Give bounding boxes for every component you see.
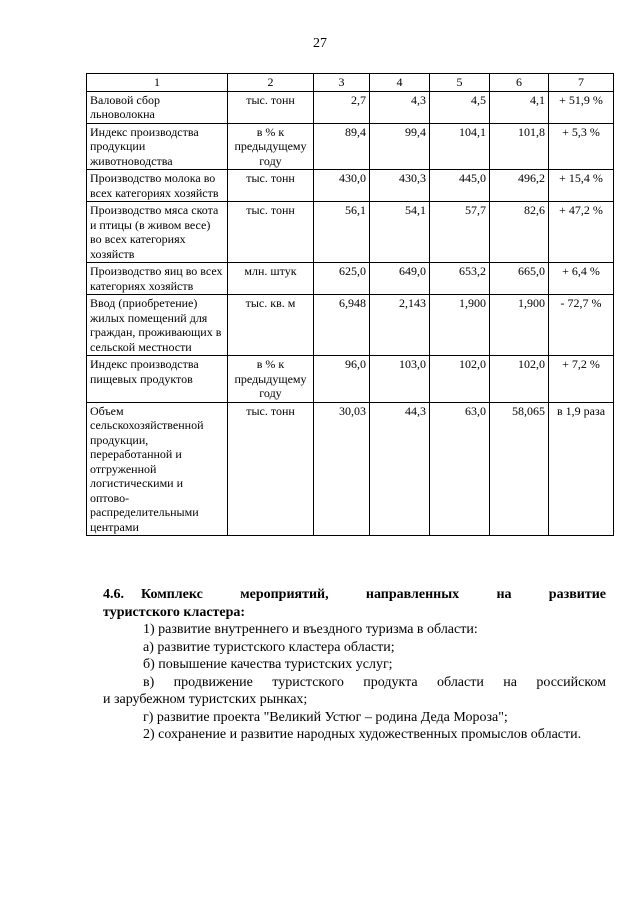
value-cell: 99,4 (370, 123, 430, 170)
list-item: в) продвижение туристского продукта области на российском (143, 674, 606, 690)
table-header-row (87, 74, 614, 92)
statistics-table (86, 73, 614, 536)
value-cell: 653,2 (430, 263, 490, 295)
list-item: а) развитие туристского кластера области; (143, 639, 395, 655)
unit-cell: тыс. тонн (228, 402, 314, 536)
value-cell: 96,0 (314, 356, 370, 403)
table-row (87, 123, 614, 170)
value-cell: 4,1 (490, 91, 549, 123)
unit-cell: в % к предыдущему году (228, 356, 314, 403)
list-item: 2) сохранение и развитие народных художественных промыслов области. (143, 727, 582, 742)
table-row (87, 91, 614, 123)
change-cell: + 15,4 % (549, 170, 614, 202)
value-cell: 101,8 (490, 123, 549, 170)
value-cell: 665,0 (490, 263, 549, 295)
table-row (87, 170, 614, 202)
value-cell: 57,7 (430, 202, 490, 263)
value-cell: 445,0 (430, 170, 490, 202)
value-cell: 58,065 (490, 402, 549, 536)
value-cell: 63,0 (430, 402, 490, 536)
indicator-name: Производство яиц во всех категориях хозяйств (87, 263, 228, 295)
section-4-6 (103, 586, 606, 744)
indicator-name: Ввод (приобретение) жилых помещений для граждан, проживающих в сельской местности (87, 295, 228, 356)
table-row (87, 356, 614, 403)
indicator-name: Объем сельскохозяйственной продукции, переработанной и отгруженной логистическими и оптово-распределительными центрами (87, 402, 228, 536)
list-item: 1) развитие внутреннего и въездного туризма в области: (143, 622, 478, 637)
indicator-name: Индекс производства пищевых продуктов (87, 356, 228, 403)
column-header: 1 (87, 74, 228, 92)
column-header: 4 (370, 74, 430, 92)
section-number: 4.6. (103, 587, 124, 602)
list-item: г) развитие проекта "Великий Устюг – родина Деда Мороза"; (143, 709, 508, 725)
value-cell: 1,900 (430, 295, 490, 356)
change-cell: + 47,2 % (549, 202, 614, 263)
value-cell: 430,0 (314, 170, 370, 202)
unit-cell: тыс. тонн (228, 202, 314, 263)
value-cell: 44,3 (370, 402, 430, 536)
list-item: б) повышение качества туристских услуг; (143, 657, 393, 672)
unit-cell: в % к предыдущему году (228, 123, 314, 170)
value-cell: 82,6 (490, 202, 549, 263)
change-cell: + 6,4 % (549, 263, 614, 295)
unit-cell: тыс. тонн (228, 170, 314, 202)
column-header: 5 (430, 74, 490, 92)
value-cell: 103,0 (370, 356, 430, 403)
change-cell: + 51,9 % (549, 91, 614, 123)
value-cell: 56,1 (314, 202, 370, 263)
page-number: 27 (313, 36, 327, 51)
unit-cell: тыс. тонн (228, 91, 314, 123)
indicator-name: Валовой сбор льноволокна (87, 91, 228, 123)
section-heading (103, 586, 606, 604)
value-cell: 6,948 (314, 295, 370, 356)
section-heading-line2: туристского кластера: (103, 604, 246, 620)
column-header: 6 (490, 74, 549, 92)
value-cell: 104,1 (430, 123, 490, 170)
indicator-name: Производство мяса скота и птицы (в живом весе) во всех категориях хозяйств (87, 202, 228, 263)
section-heading-line1: Комплекс мероприятий, направленных на развитие (141, 587, 606, 602)
value-cell: 1,900 (490, 295, 549, 356)
change-cell: - 72,7 % (549, 295, 614, 356)
value-cell: 102,0 (490, 356, 549, 403)
column-header: 2 (228, 74, 314, 92)
value-cell: 2,143 (370, 295, 430, 356)
change-cell: + 5,3 % (549, 123, 614, 170)
value-cell: 430,3 (370, 170, 430, 202)
change-cell: + 7,2 % (549, 356, 614, 403)
unit-cell: тыс. кв. м (228, 295, 314, 356)
value-cell: 625,0 (314, 263, 370, 295)
value-cell: 4,3 (370, 91, 430, 123)
column-header: 7 (549, 74, 614, 92)
column-header: 3 (314, 74, 370, 92)
table-row (87, 402, 614, 536)
table-row (87, 295, 614, 356)
indicator-name: Производство молока во всех категориях хозяйств (87, 170, 228, 202)
value-cell: 30,03 (314, 402, 370, 536)
table-row (87, 263, 614, 295)
change-cell: в 1,9 раза (549, 402, 614, 536)
list-item-continuation: и зарубежном туристских рынках; (103, 692, 308, 707)
unit-cell: млн. штук (228, 263, 314, 295)
value-cell: 649,0 (370, 263, 430, 295)
value-cell: 4,5 (430, 91, 490, 123)
value-cell: 102,0 (430, 356, 490, 403)
table-row (87, 202, 614, 263)
value-cell: 2,7 (314, 91, 370, 123)
indicator-name: Индекс производства продукции животноводства (87, 123, 228, 170)
value-cell: 89,4 (314, 123, 370, 170)
value-cell: 496,2 (490, 170, 549, 202)
value-cell: 54,1 (370, 202, 430, 263)
